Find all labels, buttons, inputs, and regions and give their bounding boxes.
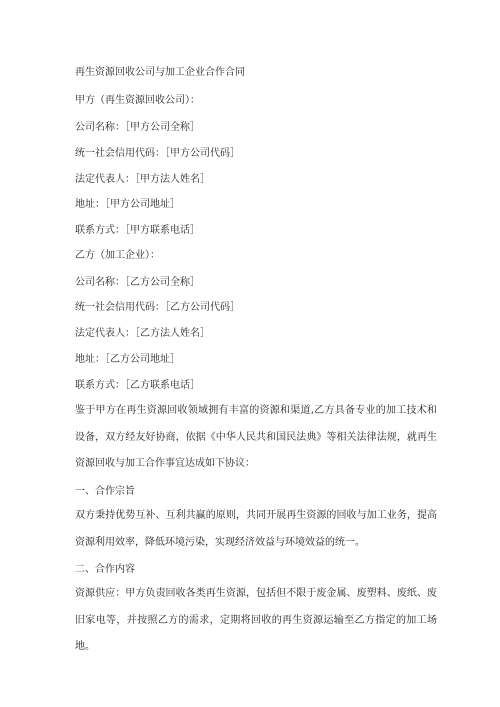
section-1-heading: 一、合作宗旨: [75, 486, 135, 497]
party-a-contact: 联系方式：［甲方联系电话］: [75, 225, 200, 236]
preamble-paragraph: 鉴于甲方在再生资源回收领域拥有丰富的资源和渠道,乙方具备专业的加工技术和设备，双方经友好协商，依据《中华人民共和国民法典》等相关法律法规，就再生资源回收与加工合作事宜达成如下协议：: [75, 405, 437, 469]
party-b-company-name: 公司名称：［乙方公司全称］: [75, 277, 200, 288]
party-b-heading: 乙方（加工企业）：: [75, 250, 160, 261]
party-b-contact: 联系方式：［乙方联系电话］: [75, 380, 200, 391]
party-a-heading: 甲方（再生资源回收公司）：: [75, 95, 200, 106]
party-a-legal-rep: 法定代表人：［甲方法人姓名］: [75, 174, 210, 185]
section-1-body: 双方秉持优势互补、互利共赢的原则，共同开展再生资源的回收与加工业务，提高资源利用效率，降低环境污染，实现经济效益与环境效益的统一。: [75, 510, 437, 548]
party-a-credit-code: 统一社会信用代码：［甲方公司代码］: [75, 148, 240, 159]
party-a-address: 地址：［甲方公司地址］: [75, 199, 180, 210]
party-b-address: 地址：［乙方公司地址］: [75, 354, 180, 365]
section-2-heading: 二、合作内容: [75, 564, 135, 575]
section-2-body: 资源供应：甲方负责回收各类再生资源，包括但不限于废金属、废塑料、废纸、废旧家电等，并按照乙方的需求，定期将回收的再生资源运输至乙方指定的加工场地。: [75, 588, 437, 652]
party-b-credit-code: 统一社会信用代码：［乙方公司代码］: [75, 302, 240, 313]
contract-title: 再生资源回收公司与加工企业合作合同: [75, 67, 245, 78]
party-b-legal-rep: 法定代表人：［乙方法人姓名］: [75, 328, 210, 339]
party-a-company-name: 公司名称：［甲方公司全称］: [75, 122, 200, 133]
